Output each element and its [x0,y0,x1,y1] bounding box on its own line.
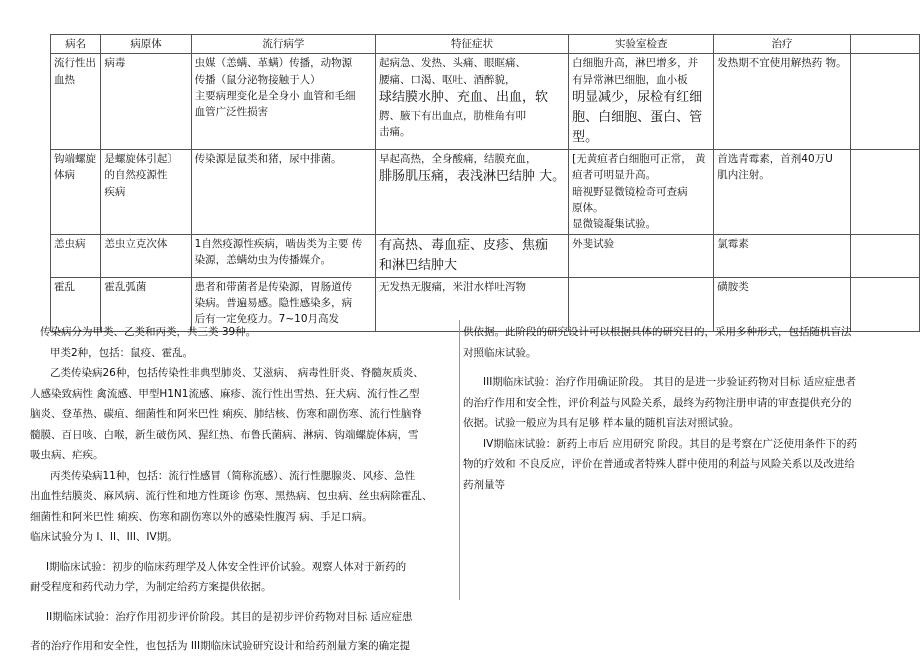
cell-line: 患者和带菌者是传染源，胃肠道传 [194,280,353,293]
paragraph: 物的疗效和 不良反应，评价在普通或者特殊人群中使用的利益与风险关系以及改进给 [463,458,855,470]
paragraph: 对照临床试验。 [463,346,537,359]
cell-treatment [714,234,850,277]
cell-pathogen [101,234,191,277]
paragraph: 细菌性和阿米巴性 痢疾、伤寒和副伤寒以外的感染性腹泻 病、手足口病。 [30,510,373,523]
cell-line: 首选青霉素，首剂40万U [717,153,833,166]
cell-line: 起病急、发热、头痛、眼眶痛、 [378,57,526,70]
cell-disease-name: 钩端螺旋体病 [51,150,101,234]
cell-line: 传染源是鼠类和猪，尿中排菌。 [194,153,342,166]
cell-line: 虫媒（恙螨、革螨）传播，动物源 [194,57,353,70]
header-pathogen: 病原体 [101,35,191,54]
paragraph: 临床试验分为 I、II、III、IV期。 [30,531,178,543]
paragraph: II期临床试验：治疗作用初步评价阶段。其目的是初步评价药物对目标 适应症患 [46,610,413,623]
cell-line: 原体。 [572,202,604,215]
paragraph: 吸虫病、疟疾。 [30,449,104,461]
cell-line: 显微镜凝集试验。 [572,218,657,231]
cell-line: 传播（鼠分泌物接触于人） [194,73,321,86]
cell-disease-name: 恙虫病 [51,234,101,277]
disease-table [50,34,920,332]
cell-pathogen [101,150,191,234]
paragraph: 药剂量等 [463,478,505,491]
cell-line: 无发热无腹痛，米泔水样吐泻物 [378,280,526,293]
cell-line: 的自然疫源性 [104,169,168,182]
paragraph: 耐受程度和药代动力学，为制定给药方案提供依据。 [30,581,272,593]
cell-empty [850,234,919,277]
cell-line: 后有一定免疫力。7~10月高发 [194,313,340,326]
cell-empty [850,150,919,234]
cell-line: 氯霉素 [717,237,749,250]
cell-line: 有异常淋巴细胞，血小板 [572,73,688,86]
cell-line: 白细胞升高，淋巴增多，并 [572,57,699,70]
cell-lab-tests [569,150,714,234]
cell-treatment [714,150,850,234]
cell-line: 疸者可明显升高。 [572,169,657,182]
cell-symptoms [375,150,568,234]
paragraph: 脑炎、登革热、碳疽、细菌性和阿米巴性 痢疾、肺结核、伤寒和副伤寒、流行性脑脊 [30,408,422,420]
cell-line: 球结膜水肿、充血、出血，软 [378,89,548,105]
cell-line: 磺胺类 [717,280,749,293]
cell-line: 击痛。 [378,126,411,139]
header-symptoms: 特征症状 [375,35,568,54]
paragraph: 的治疗作用和安全性，评价利益与风险关系，最终为药物注册申请的审查提供充分的 [463,396,852,409]
cell-line: 有高热、毒血症、皮疹、焦痂 [378,237,548,253]
table-row [51,150,920,234]
header-disease-name: 病名 [51,35,101,54]
cell-line: 腭、腋下有出血点，肋椎角有叩 [378,109,526,122]
paragraph: 出血性结膜炎、麻风病、流行性和地方性斑诊 伤寒、黑热病、包虫病、丝虫病除霍乱、 [30,490,433,502]
table-row [51,54,920,150]
cell-line: 型。 [572,130,599,146]
cell-line: [无黄疸者白细胞可正常， 黄 [572,153,706,166]
cell-line: 暗视野显微镜检奇可查病 [572,185,688,198]
column-divider [459,320,460,600]
cell-line: 霍乱弧菌 [104,280,147,293]
cell-symptoms [375,54,568,150]
cell-epidemiology [191,150,375,234]
paragraph: IV期临床试验：新药上市后 应用研究 阶段。其目的是考察在广泛使用条件下的药 [483,437,857,450]
cell-disease-name: 霍乱 [51,277,101,331]
cell-line: 是螺旋体引起〕 [104,153,178,166]
paragraph: 乙类传染病26种，包括传染性非典型肺炎、艾滋病、 病毒性肝炎、脊髓灰质炎、 [50,367,424,379]
paragraph: 者的治疗作用和安全性，也包括为 III期临床试验研究设计和给药剂量方案的确定提 [30,640,411,652]
cell-pathogen [101,54,191,150]
paragraph: 供依据。此阶段的研究设计可以根据具体的研究目的，采用多种形式，包括随机盲法 [463,326,852,338]
header-treatment: 治疗 [714,35,850,54]
cell-lab-tests [569,234,714,277]
cell-line: 早起高热，全身酸痛，结膜充血， [378,153,537,166]
cell-line: 病毒 [104,57,126,70]
cell-line: 肌内注射。 [717,169,770,182]
cell-line: 1自然疫源性疾病，啮齿类为主要 传 [194,237,363,250]
cell-line: 胞、白细胞、蛋白、管 [572,109,703,125]
header-epidemiology: 流行病学 [191,35,375,54]
cell-epidemiology [191,54,375,150]
cell-epidemiology [191,234,375,277]
paragraph: 人感染致病性 禽流感、甲型H1N1流感、麻疹、流行性出雪热、狂犬病、流行性乙型 [30,387,420,400]
left-text-column [30,322,455,657]
cell-line: 主要病理变化是全身小 血管和毛细 [194,89,356,102]
paragraph: I期临床试验：初步的临床药理学及人体安全性评价试验。观察人体对于新药的 [46,560,407,573]
paragraph: 丙类传染病11种，包括：流行性感冒（简称流感）、流行性腮腺炎、风疹、急性 [50,469,416,482]
table-row [51,234,920,277]
header-lab-tests: 实验室检查 [569,35,714,54]
cell-line: 和淋巴结肿大 [378,257,457,273]
cell-empty [850,54,919,150]
paragraph: 甲类2种，包括：鼠疫、霍乱。 [50,346,194,359]
cell-line: 腓肠肌压痛，表浅淋巴结肿 大。 [378,169,566,185]
paragraph: III期临床试验：治疗作用确证阶段。 其目的是进一步验证药物对目标 适应症患者 [483,376,856,388]
cell-symptoms [375,234,568,277]
paragraph: 依据。试验一般应为具有足够 样本量的随机盲法对照试验。 [463,417,740,429]
paragraph: 髓膜、百日咳、白喉，新生破伤风、猩红热、布鲁氏菌病、淋病、钩端螺旋体病，雪 [30,428,419,441]
cell-disease-name: 流行性出血热 [51,54,101,150]
right-text-column [463,322,893,495]
cell-line: 明显减少，尿检有红细 [572,89,703,105]
header-empty [850,35,919,54]
cell-line: 染病。普遍易感。隐性感染多，病 [194,297,353,310]
cell-line: 恙虫立克次体 [104,237,168,250]
cell-treatment [714,54,850,150]
cell-line: 发热期不宜使用解热药 物。 [717,57,847,70]
cell-line: 血管广泛性损害 [194,106,269,119]
cell-line: 腰痛、口渴、呕吐、酒醉貌， [378,73,516,86]
cell-line: 外斐试验 [572,237,615,250]
cell-line: 疾病 [104,185,126,198]
paragraph: 传染病分为甲类、乙类和丙类，共三类 39种。 [40,326,257,338]
cell-lab-tests [569,54,714,150]
cell-line: 染源，恙螨幼虫为传播媒介。 [194,253,332,266]
table-header-row [51,35,920,54]
